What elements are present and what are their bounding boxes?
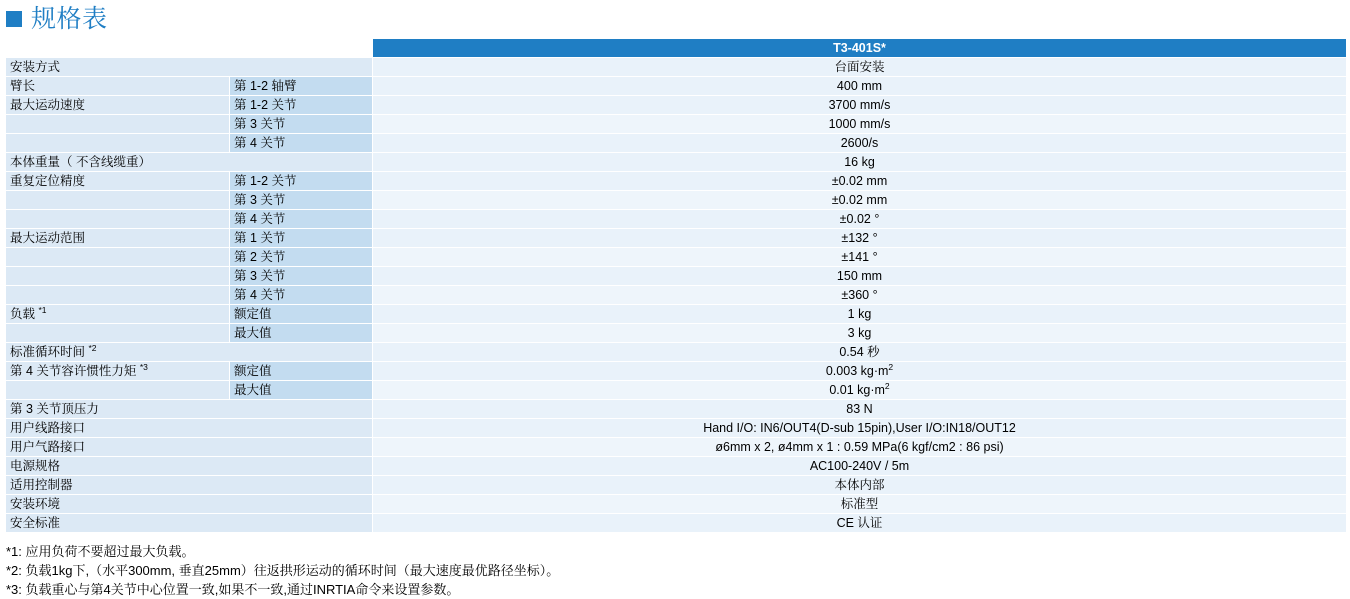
row-label: 标准循环时间 $^{*2}$: [6, 343, 373, 362]
row-label: 第 4 关节容许惯性力矩 $^{*3}$: [6, 362, 230, 381]
specification-table: [5, 38, 1347, 533]
row-label: [6, 115, 230, 134]
table-row: [6, 476, 1347, 495]
row-label: [6, 267, 230, 286]
table-row: [6, 153, 1347, 172]
header-model-cell: T3-401S*: [373, 39, 1347, 58]
footnotes: [6, 542, 1350, 599]
row-sublabel: 第 1-2 关节: [230, 172, 373, 191]
footnote-1: *1: 应用负荷不要超过最大负载。: [6, 544, 195, 559]
table-row: [6, 343, 1347, 362]
table-header-row: [6, 39, 1347, 58]
header-blank-cell: [6, 39, 373, 58]
table-row: [6, 514, 1347, 533]
row-value: ±132 °: [373, 229, 1347, 248]
table-row: [6, 305, 1347, 324]
row-sublabel: 第 3 关节: [230, 191, 373, 210]
table-row: [6, 438, 1347, 457]
row-sublabel: 最大值: [230, 381, 373, 400]
row-label: [6, 134, 230, 153]
table-row: [6, 172, 1347, 191]
row-value: 1 kg: [373, 305, 1347, 324]
row-label: 最大运动速度: [6, 96, 230, 115]
row-value: CE 认证: [373, 514, 1347, 533]
table-row: [6, 457, 1347, 476]
row-value: 台面安装: [373, 58, 1347, 77]
row-label: 负载 $^{*1}$: [6, 305, 230, 324]
row-value: 3700 mm/s: [373, 96, 1347, 115]
table-row: [6, 58, 1347, 77]
table-body: [6, 58, 1347, 533]
row-value: 本体内部: [373, 476, 1347, 495]
row-value: 0.003 $kg\cdot m^2$: [373, 362, 1347, 381]
row-value: ø6mm x 2, ø4mm x 1 : 0.59 MPa(6 kgf/cm2 : 86 psi): [373, 438, 1347, 457]
row-sublabel: 最大值: [230, 324, 373, 343]
table-row: [6, 134, 1347, 153]
table-header: [6, 39, 1347, 58]
table-row: [6, 229, 1347, 248]
row-value: ±0.02 mm: [373, 172, 1347, 191]
table-row: [6, 77, 1347, 96]
table-row: [6, 419, 1347, 438]
row-sublabel: 第 1-2 轴臂: [230, 77, 373, 96]
row-label: 重复定位精度: [6, 172, 230, 191]
row-sublabel: 第 3 关节: [230, 267, 373, 286]
row-label: [6, 191, 230, 210]
footnote-3: *3: 负载重心与第4关节中心位置一致,如果不一致,通过INRTIA命令来设置参数。: [6, 582, 460, 597]
row-value: 0.01 $kg\cdot m^2$: [373, 381, 1347, 400]
row-value: 16 kg: [373, 153, 1347, 172]
row-value: 150 mm: [373, 267, 1347, 286]
page-title-text: 规格表: [31, 5, 108, 33]
row-value: 1000 mm/s: [373, 115, 1347, 134]
page-title: [0, 0, 1350, 38]
table-row: [6, 248, 1347, 267]
row-sublabel: 第 2 关节: [230, 248, 373, 267]
row-label: 安装环境: [6, 495, 373, 514]
row-label: 电源规格: [6, 457, 373, 476]
row-value: 0.54 秒: [373, 343, 1347, 362]
table-row: [6, 381, 1347, 400]
row-sublabel: 第 3 关节: [230, 115, 373, 134]
row-label: 用户线路接口: [6, 419, 373, 438]
table-row: [6, 210, 1347, 229]
row-label: 适用控制器: [6, 476, 373, 495]
row-label: [6, 248, 230, 267]
row-label: 安全标准: [6, 514, 373, 533]
row-value: ±0.02 mm: [373, 191, 1347, 210]
row-sublabel: 额定值: [230, 305, 373, 324]
row-label: 用户气路接口: [6, 438, 373, 457]
table-row: [6, 286, 1347, 305]
row-sublabel: 第 1-2 关节: [230, 96, 373, 115]
row-value: 83 N: [373, 400, 1347, 419]
row-label: 臂长: [6, 77, 230, 96]
row-sublabel: 第 4 关节: [230, 286, 373, 305]
row-label: [6, 210, 230, 229]
title-marker-icon: [6, 11, 22, 27]
row-label: [6, 381, 230, 400]
table-row: [6, 495, 1347, 514]
row-sublabel: 第 4 关节: [230, 134, 373, 153]
row-label: 最大运动范围: [6, 229, 230, 248]
table-row: [6, 191, 1347, 210]
row-value: 2600/s: [373, 134, 1347, 153]
row-sublabel: 额定值: [230, 362, 373, 381]
table-row: [6, 267, 1347, 286]
table-row: [6, 400, 1347, 419]
row-value: 400 mm: [373, 77, 1347, 96]
footnote-2: *2: 负载1kg下,（水平300mm, 垂直25mm）往返拱形运动的循环时间（最大速度最优路径坐标）。: [6, 563, 560, 578]
table-row: [6, 115, 1347, 134]
row-value: ±0.02 °: [373, 210, 1347, 229]
row-label: [6, 324, 230, 343]
row-value: 3 kg: [373, 324, 1347, 343]
row-value: ±141 °: [373, 248, 1347, 267]
row-label: [6, 286, 230, 305]
table-row: [6, 96, 1347, 115]
table-row: [6, 324, 1347, 343]
row-label: 安装方式: [6, 58, 373, 77]
row-value: 标准型: [373, 495, 1347, 514]
row-value: ±360 °: [373, 286, 1347, 305]
row-value: AC100-240V / 5m: [373, 457, 1347, 476]
table-row: [6, 362, 1347, 381]
row-value: Hand I/O: IN6/OUT4(D-sub 15pin),User I/O:IN18/OUT12: [373, 419, 1347, 438]
row-sublabel: 第 1 关节: [230, 229, 373, 248]
row-label: 第 3 关节顶压力: [6, 400, 373, 419]
row-sublabel: 第 4 关节: [230, 210, 373, 229]
row-label: 本体重量（ 不含线缆重）: [6, 153, 373, 172]
